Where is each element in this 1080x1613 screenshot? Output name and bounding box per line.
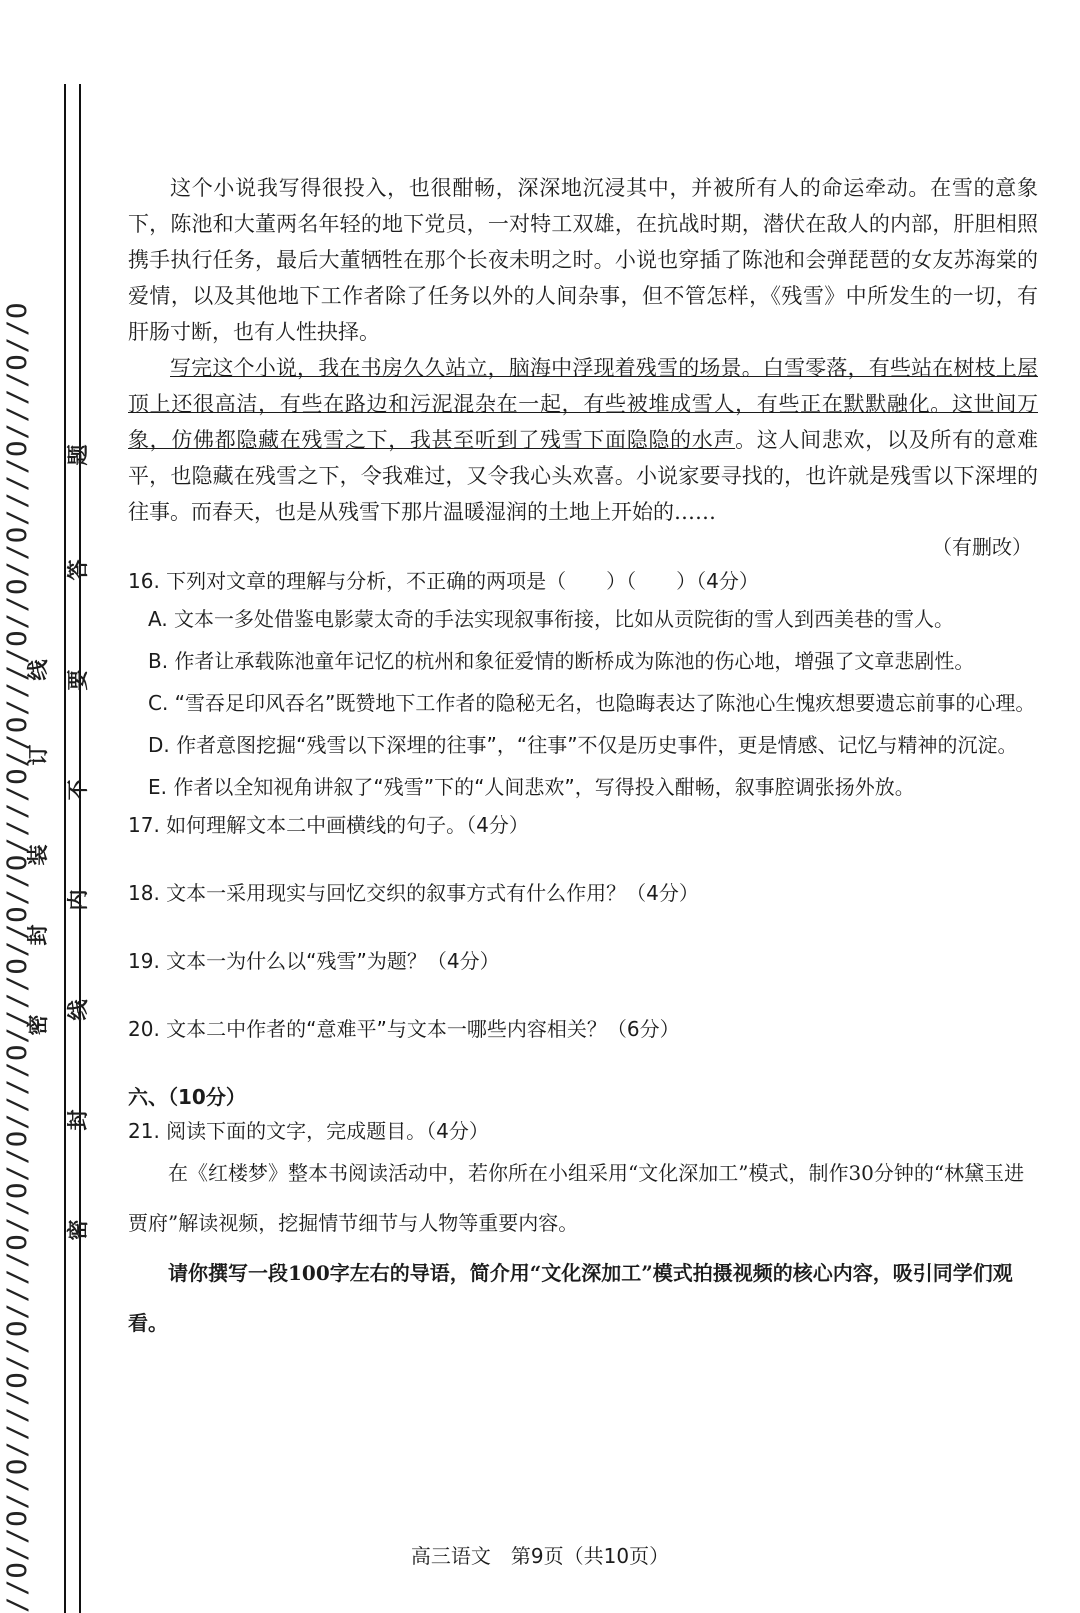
seal-label: 线 [26,659,50,681]
binding-label: 答 [66,559,90,581]
option-b: B. 作者让承载陈池童年记忆的杭州和象征爱情的断桥成为陈池的伤心地，增强了文章悲剧性。 [148,649,975,673]
binding-label: 封 [66,1109,90,1131]
question-21: 21. 阅读下面的文字，完成题目。（4分） [128,1119,489,1143]
passage-paragraph-underlined [128,350,1038,530]
margin-rule [79,84,81,1613]
page-content [128,170,1038,1348]
option-c: C. “雪吞足印风吞名”既赞地下工作者的隐秘无名，也隐晦表达了陈池心生愧疚想要遗忘前事的心理。 [148,691,1036,715]
page-footer: 高三语文 第9页（共10页） [410,1544,670,1568]
seal-label: 密 [26,1014,50,1036]
passage-text: 。这人间悲欢，以及所有的意难平，也隐藏在残雪之下，令我难过，又令我心头欢喜。小说家要寻找的，也许就是残雪以下深埋的往事。而春天，也是从残雪下那片温暖湿润的土地上开始的…… [128,428,1039,524]
binding-label: 线 [66,999,90,1021]
passage-paragraph: 这个小说我写得很投入，也很酣畅，深深地沉浸其中，并被所有人的命运牵动。在雪的意象下，陈池和大董两名年轻的地下党员，一对特工双雄，在抗战时期，潜伏在敌人的内部，肝胆相照携手执行任务，最后大董牺牲在那个长夜未明之时。小说也穿插了陈池和会弹琵琶的女友苏海棠的爱情，以及其他地下工作者除了任务以外的人间杂事，但不管怎样，《残雪》中所发生的一切，有肝肠寸断，也有人性抉择。 [128,176,1038,344]
binding-dashes: //O//O//O////O//O////O//O//O////O////O//O//O////O//O////O//O//O////O////O//O [2,301,33,1613]
seal-label: 装 [26,844,50,866]
underlined-sentence: 写完这个小说，我在书房久久站立，脑海中浮现着残雪的场景。白雪零落，有些站在树枝上屋顶上还很高洁，有些在路边和污泥混杂在一起，有些被堆成雪人，有些正在默默融化。这世间万象，仿佛都隐藏在残雪之下，我甚至听到了残雪下面隐隐的水声 [128,356,1038,452]
option-d: D. 作者意图挖掘“残雪以下深埋的往事”，“往事”不仅是历史事件，更是情感、记忆与精神的沉淀。 [148,733,1018,757]
section-heading: 六、（10分） [128,1085,246,1109]
option-a: A. 文本一多处借鉴电影蒙太奇的手法实现叙事衔接，比如从贡院街的雪人到西美巷的雪人。 [148,607,955,631]
binding-margin [0,0,88,1613]
binding-label: 内 [66,889,90,911]
margin-rule [64,84,66,1613]
binding-label: 密 [66,1219,90,1241]
option-e: E. 作者以全知视角讲叙了“残雪”下的“人间悲欢”，写得投入酣畅，叙事腔调张扬外放。 [148,775,915,799]
seal-label: 订 [26,744,50,766]
question-16: 16. 下列对文章的理解与分析，不正确的两项是（ ）（ ）（4分） [128,569,759,593]
binding-label: 题 [66,444,90,466]
binding-label: 要 [66,669,90,691]
question-17: 17. 如何理解文本二中画横线的句子。（4分） [128,813,529,837]
seal-label: 封 [26,924,50,946]
question-18: 18. 文本一采用现实与回忆交织的叙事方式有什么作用？（4分） [128,881,699,905]
binding-label: 不 [66,779,90,801]
task-paragraph: 请你撰写一段100字左右的导语，简介用“文化深加工”模式拍摄视频的核心内容，吸引同学们观看。 [128,1261,1013,1335]
question-20: 20. 文本二中作者的“意难平”与文本一哪些内容相关？（6分） [128,1017,680,1041]
prompt-paragraph: 在《红楼梦》整本书阅读活动中，若你所在小组采用“文化深加工”模式，制作30分钟的“林黛玉进贾府”解读视频，挖掘情节细节与人物等重要内容。 [128,1161,1025,1235]
source-note: （有删改） [932,535,1032,559]
question-19: 19. 文本一为什么以“残雪”为题？（4分） [128,949,500,973]
